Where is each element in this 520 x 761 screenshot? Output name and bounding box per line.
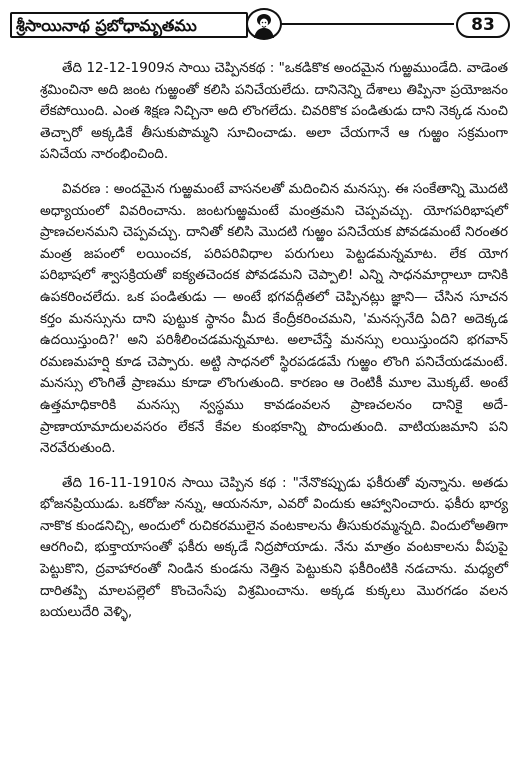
page-number: 83 xyxy=(471,15,495,35)
sai-baba-portrait-icon xyxy=(246,8,282,40)
book-title-box xyxy=(10,12,248,38)
paragraph-story-fakir: తేది 16-11-1910న సాయి చెప్పిన కథ : "నేనొకప్పుడు ఫకీరుతో వున్నాను. అతడు భోజనప్రియుడు. ఒకరోజు నన్ను, ఆయననూ, ఎవరో విందుకు ఆహ్వానించారు. ఫకీరు భార్య నాకొక కుండనిచ్చి, అందులో రుచికరములైన వంటకాలను తీసుకురమ్మన్నది. విందులోఅతిగా ఆరగించి, భుక్తాయాసంతో ఫకీరు అక్కడే నిద్రపోయాడు. నేను మాత్రం వంటకాలను వీపుపై పెట్టుకొని, ద్రవాహారంతో నిండిన కుండను నెత్తిన పెట్టుకుని ఫకీరింటికి నడచాను. మధ్యలో దారితప్పి మాలపల్లెలో కొంచెంసేపు విశ్రమించాను. అక్కడ కుక్కలు మొరగడం వలన బయలుదేరి వెళ్ళి, xyxy=(40,474,508,621)
paragraph-explanation: వివరణ : అందమైన గుఱ్ఱమంటే వాసనలతో మదించిన మనస్సు. ఈ సంకేతాన్ని మొదటి అధ్యాయంలో వివరించాను. జంటగుఱ్ఱమంటే మంత్రమని చెప్పవచ్చు. యోగపరిభాషలో ప్రాణచలనమని చెప్పవచ్చు. దానితో కలిసి మొదటి గుఱ్ఱం పనిచేయక పోవడమంటే నిరంతర మంత్ర జపంలో లయించక, పరిపరివిధాల పరుగులు పెట్టడమన్నమాట. లేక యోగ పరిభాషలో శ్వాసక్రియతో ఐక్యతచెందక పోవడమని చెప్పాలి! ఎన్ని సాధనమార్గాలూ దానికి ఉపకరించలేదు. ఒక పండితుడు — అంటే భగవద్గీతలో చెప్పినట్లు జ్ఞాని— చేసిన సూచన కర్తం మనస్సును దాని పుట్టుక స్థానం మీద కేంద్రీకరించమని, 'మనస్సనేది ఏది? అదెక్కడ ఉదయిస్తుంది?' అని పరిశీలించడమన్నమాట. అలాచేస్తే మనస్సు లయిస్తుందని భగవాన్ రమణమహర్షి కూడ చెప్పారు. అట్టి సాధనలో స్థిరపడడమే గుఱ్ఱం లొంగి పనిచేయడమంటే. మనస్సు లొంగితే ప్రాణము కూడా లొంగుతుంది. కారణం ఆ రెంటికీ మూల మొక్కటే. అంటే ఉత్తమాధికారికి మనస్సు న్వస్థము కావడంవలన ప్రాణచలనం దానికై అదే-ప్రాణాయామాదులవసరం లేకనే కేవల కుంభకాన్ని పొందుతుంది. వాటియజమాని పని నెరవేరుతుంది. xyxy=(40,180,508,457)
paragraph-story-horse: తేది 12-12-1909న సాయి చెప్పినకథ : "ఒకడికొక అందమైన గుఱ్ఱముండేది. వాడెంత శ్రమించినా అది జంట గుఱ్ఱంతో కలిసి పనిచేయలేదు. దానినెన్ని దేశాలు తిప్పినా ప్రయోజనం లేకపోయింది. ఎంత శిక్షణ నిచ్చినా అది లొంగలేదు. చివరికొక పండితుడు దాని నెక్కడ నుంచి తెచ్చారో అక్కడికే తీసుకుపొమ్మని సూచించాడు. అలా చేయగానే ఆ గుఱ్ఱం సక్రమంగా పనిచేయ నారంభించింది. xyxy=(40,60,508,163)
page-body xyxy=(40,58,508,637)
page-number-box xyxy=(456,12,510,38)
page-header xyxy=(6,8,514,40)
book-title: శ్రీసాయినాథ ప్రబోధామృతము xyxy=(16,16,197,35)
